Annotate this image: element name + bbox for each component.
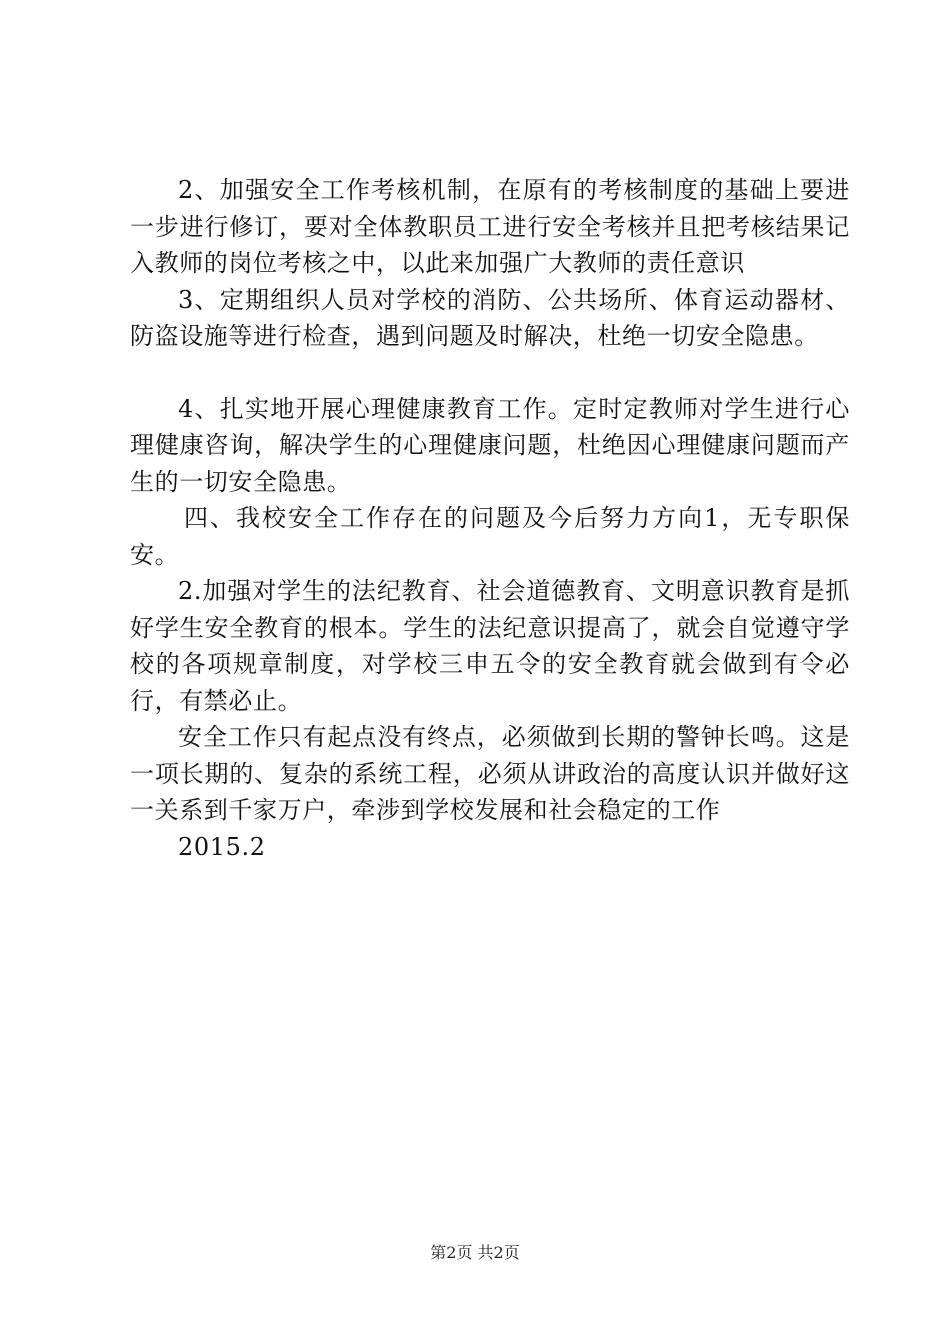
- paragraph-conclusion: 安全工作只有起点没有终点，必须做到长期的警钟长鸣。这是一项长期的、复杂的系统工程，必须从讲政治的高度认识并做好这一关系到千家万户，牵涉到学校发展和社会稳定的工作: [130, 723, 850, 824]
- paragraph-mental-health: 4、扎实地开展心理健康教育工作。定时定教师对学生进行心理健康咨询，解决学生的心理健康问题，杜绝因心理健康问题而产生的一切安全隐患。: [130, 394, 850, 496]
- document-date: 2015.2: [178, 832, 266, 861]
- page-number-label: 第2页 共2页: [430, 1243, 520, 1262]
- paragraph-legal-education: 2.加强对学生的法纪教育、社会道德教育、文明意识教育是抓好学生安全教育的根本。学生的法纪意识提高了，就会自觉遵守学校的各项规章制度，对学校三申五令的安全教育就会做到有令必行，有禁必止。: [130, 577, 850, 715]
- document-body: [130, 172, 850, 865]
- paragraph-problems-heading: 四、我校安全工作存在的问题及今后努力方向1，无专职保安。: [130, 504, 850, 569]
- page-footer: [0, 1243, 950, 1263]
- paragraph-inspection: 3、定期组织人员对学校的消防、公共场所、体育运动器材、防盗设施等进行检查，遇到问题及时解决，杜绝一切安全隐患。: [130, 285, 850, 350]
- paragraph-assessment: 2、加强安全工作考核机制，在原有的考核制度的基础上要进一步进行修订，要对全体教职员工进行安全考核并且把考核结果记入教师的岗位考核之中，以此来加强广大教师的责任意识: [130, 176, 850, 277]
